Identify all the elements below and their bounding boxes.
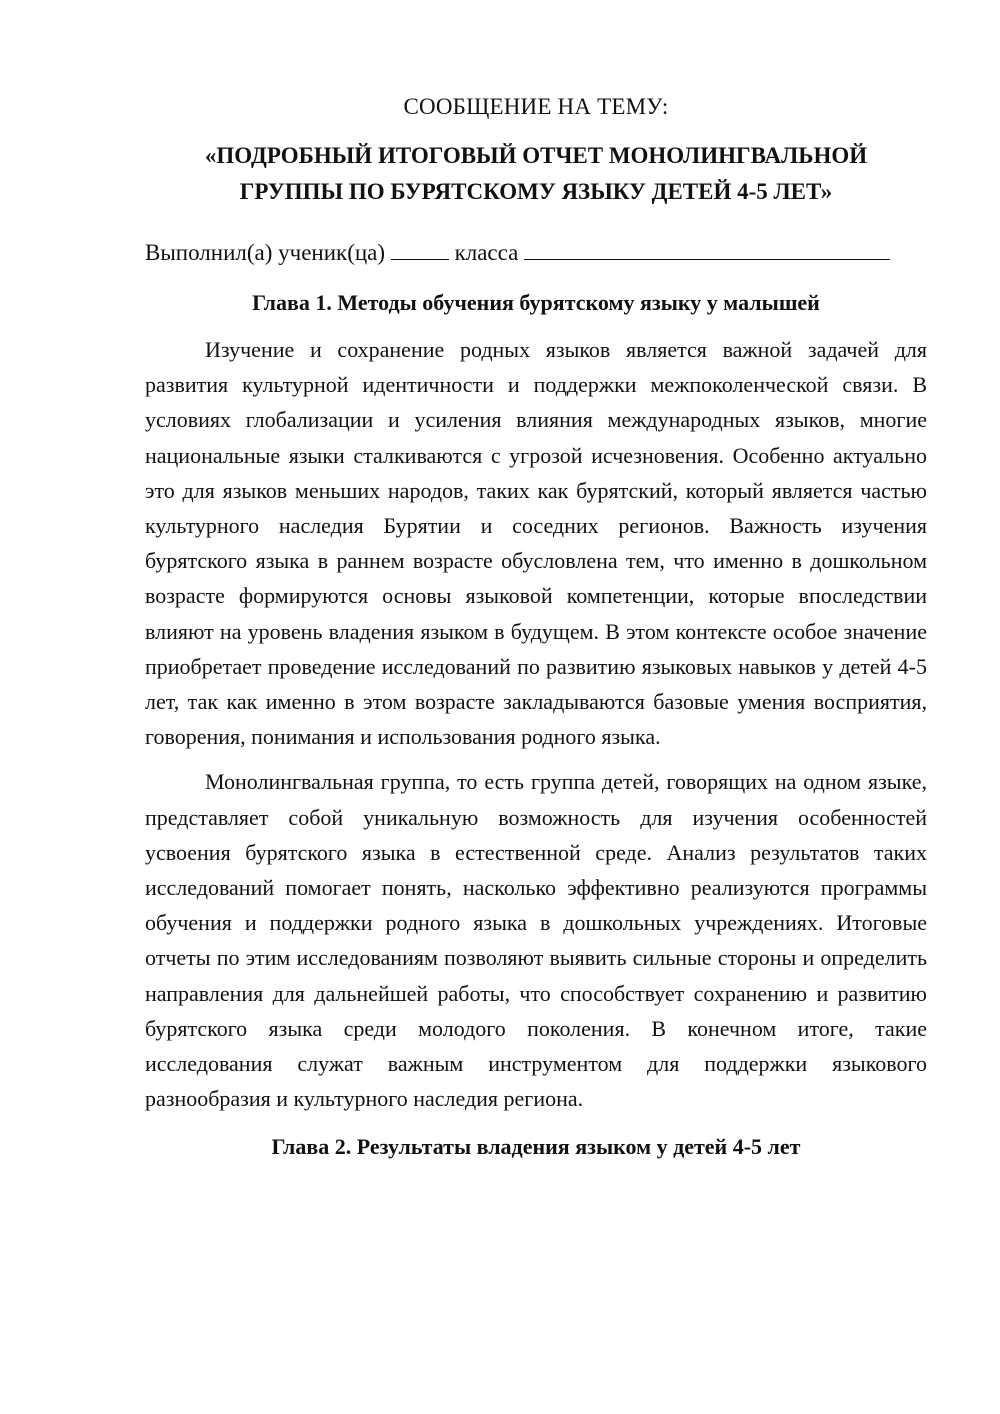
paragraph-2: Монолингвальная группа, то есть группа детей, говорящих на одном языке, представляет собой уникальную возможность для изучения особенностей усвоения бурятского языка в естественной среде. Анализ результатов таких исследований помогает понять, насколько эффективно реализуются программы обучения и поддержки родного языка в дошкольных учреждениях. Итоговые отчеты по этим исследованиям позволяют выявить сильные стороны и определить направления для дальнейшей работы, что способствует сохранению и развитию бурятского языка среди молодого поколения. В конечном итоге, такие исследования служат важным инструментом для поддержки языкового разнообразия и культурного наследия региона. <box>145 769 927 1112</box>
document-title-line-1: «ПОДРОБНЫЙ ИТОГОВЫЙ ОТЧЕТ МОНОЛИНГВАЛЬНОЙ <box>204 143 868 168</box>
document-title <box>145 138 927 210</box>
name-blank-field <box>524 239 890 260</box>
class-label: класса <box>454 240 519 265</box>
class-blank-field <box>391 239 449 260</box>
author-line <box>145 238 927 268</box>
chapter-2-title: Глава 2. Результаты владения языком у детей 4-5 лет <box>271 1134 801 1160</box>
document-title-line-2: ГРУППЫ ПО БУРЯТСКОМУ ЯЗЫКУ ДЕТЕЙ 4-5 ЛЕТ» <box>239 179 833 204</box>
author-label: Выполнил(а) ученик(ца) <box>145 240 386 265</box>
header-label: СООБЩЕНИЕ НА ТЕМУ: <box>403 94 669 119</box>
paragraph-1: Изучение и сохранение родных языков является важной задачей для развития культурной идентичности и поддержки межпоколенческой связи. В условиях глобализации и усиления влияния международных языков, многие национальные языки сталкиваются с угрозой исчезновения. Особенно актуально это для языков меньших народов, таких как бурятский, который является частью культурного наследия Бурятии и соседних регионов. Важность изучения бурятского языка в раннем возрасте обусловлена тем, что именно в дошкольном возрасте формируются основы языковой компетенции, которые впоследствии влияют на уровень владения языком в будущем. В этом контексте особое значение приобретает проведение исследований по развитию языковых навыков у детей 4-5 лет, так как именно в этом возрасте закладываются базовые умения восприятия, говорения, понимания и использования родного языка. <box>145 337 927 750</box>
chapter-1-title: Глава 1. Методы обучения бурятскому языку у малышей <box>252 290 820 315</box>
